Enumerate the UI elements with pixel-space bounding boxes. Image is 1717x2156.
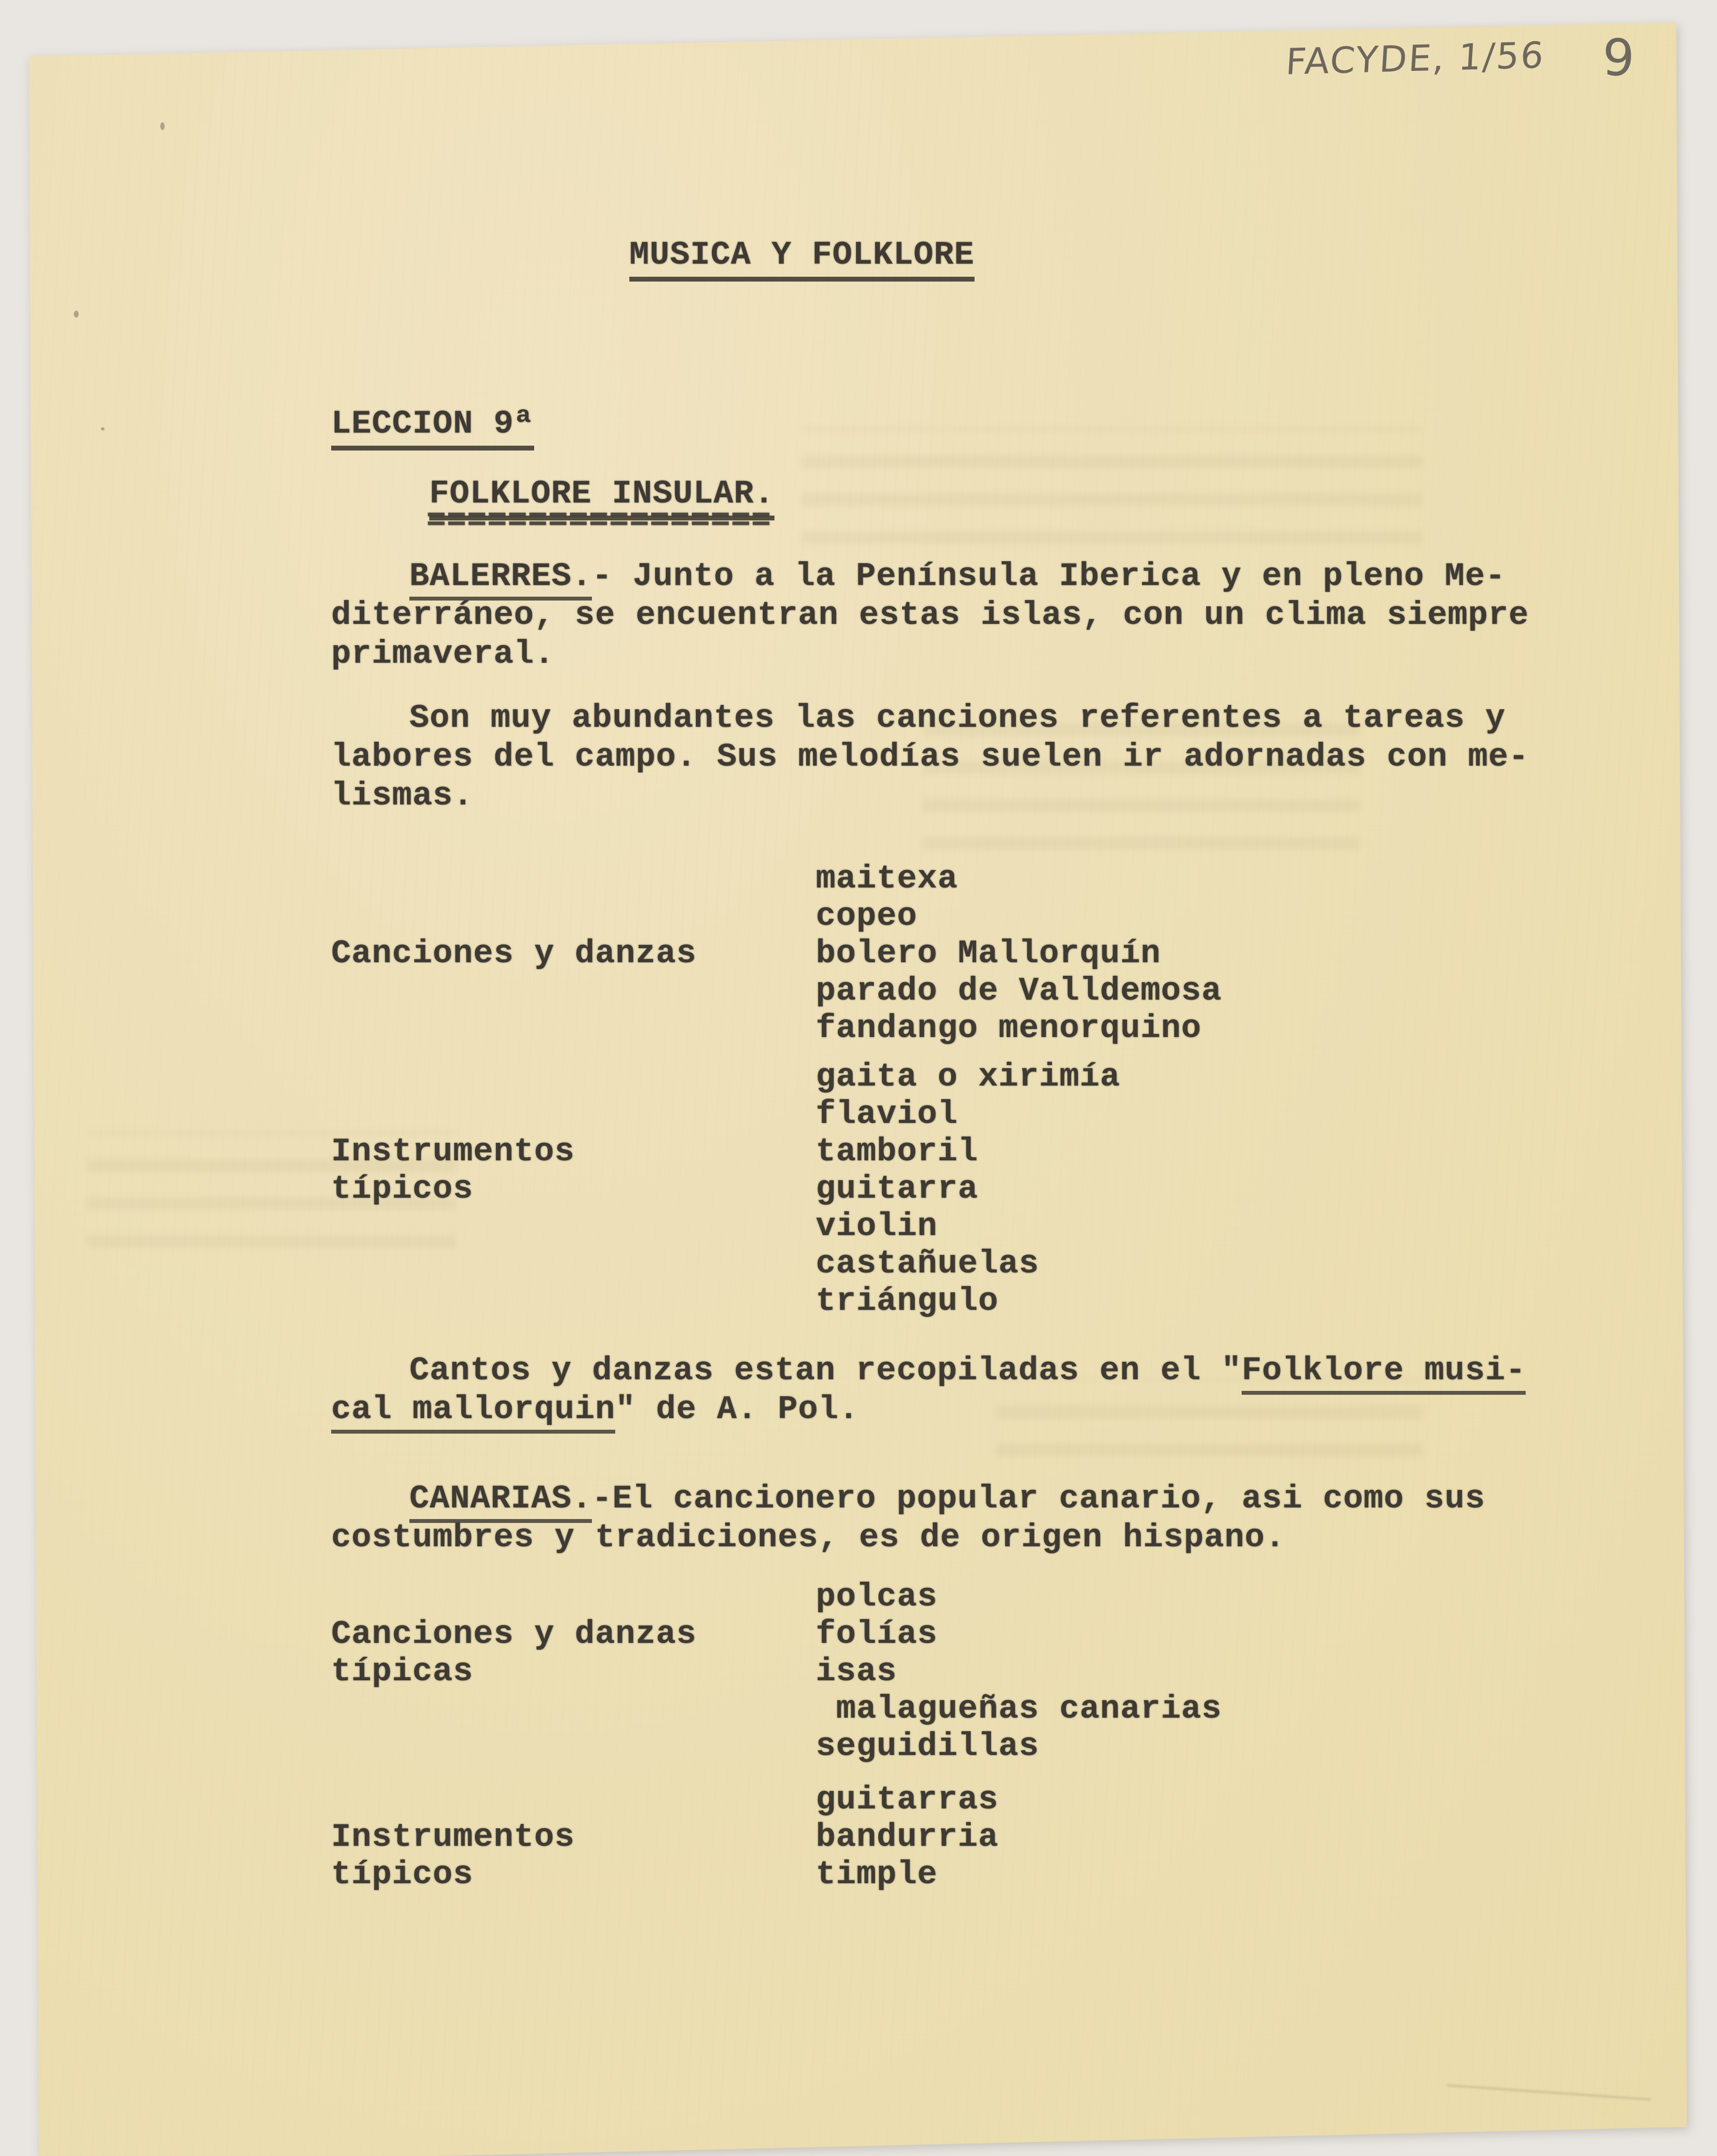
canarias-intro-line-2: costumbres y tradiciones, es de origen hispano. [331,1519,1285,1556]
canarias-intro-line-1 [409,1480,1485,1519]
list-item: maitexa [816,860,958,898]
list-item: parado de Valldemosa [816,972,1222,1010]
baleares-term: BALERRES. [409,558,592,601]
list-item: guitarra [816,1170,978,1208]
list-item: fandango menorquino [816,1010,1202,1047]
pol-reference-1-title: Folklore musi- [1242,1352,1526,1395]
baleares-intro-line-2: diterráneo, se encuentran estas islas, con un clima siempre [331,597,1529,634]
pol-reference-1-pre: Cantos y danzas estan recopiladas en el " [409,1352,1242,1389]
list-item: bandurria [816,1819,999,1856]
baleares-melismas-line-2: labores del campo. Sus melodías suelen ir adornadas con me- [331,738,1529,776]
baleares-songs-label: Canciones y danzas [331,935,697,972]
list-item: bolero Mallorquín [816,935,1161,972]
section-heading: FOLKLORE INSULAR. [429,475,774,520]
baleares-instruments-label-2: típicos [331,1170,473,1208]
canarias-intro-1-rest: -El cancionero popular canario, asi como sus [592,1480,1485,1518]
canarias-instruments-label-2: típicos [331,1856,473,1893]
list-item: seguidillas [816,1728,1039,1765]
list-item: castañuelas [816,1245,1039,1283]
list-item: copeo [816,898,918,935]
baleares-melismas-line-3: lismas. [331,777,473,815]
list-item: gaita o xirimía [816,1058,1121,1096]
baleares-intro-line-1 [409,557,1506,596]
list-item: polcas [816,1578,938,1616]
canarias-instruments-label-1: Instrumentos [331,1819,575,1856]
pol-reference-line-1 [409,1352,1526,1390]
baleares-melismas-line-1: Son muy abundantes las canciones referentes a tareas y [409,700,1506,737]
canarias-term: CANARIAS. [409,1480,592,1523]
lesson-heading: LECCION 9ª [331,405,534,451]
pol-reference-2-title: cal mallorquin [331,1391,615,1434]
list-item: guitarras [816,1781,999,1819]
document-title-line [629,236,975,275]
list-item: folías [816,1616,938,1653]
document-title: MUSICA Y FOLKLORE [629,236,975,282]
list-item: malagueñas canarias [816,1690,1222,1728]
list-item: violin [816,1208,938,1245]
pol-reference-line-2 [331,1390,859,1429]
canarias-songs-label-1: Canciones y danzas [331,1616,697,1653]
baleares-intro-1-rest: - Junto a la Península Iberica y en pleno Me- [592,558,1506,595]
pol-reference-2-post: " de A. Pol. [615,1391,859,1428]
handwritten-page-number: 9 [1601,27,1636,88]
list-item: isas [816,1653,897,1690]
list-item: tamboril [816,1133,978,1170]
handwritten-archive-ref: FACYDE, 1/56 [1284,34,1547,84]
baleares-intro-line-3: primaveral. [331,635,555,673]
list-item: flaviol [816,1096,958,1133]
lesson-heading-line [331,405,534,444]
baleares-instruments-label-1: Instrumentos [331,1133,575,1170]
section-heading-underline: ================= [426,502,772,540]
canarias-songs-label-2: típicas [331,1653,473,1690]
list-item: timple [816,1856,938,1893]
list-item: triángulo [816,1283,999,1320]
